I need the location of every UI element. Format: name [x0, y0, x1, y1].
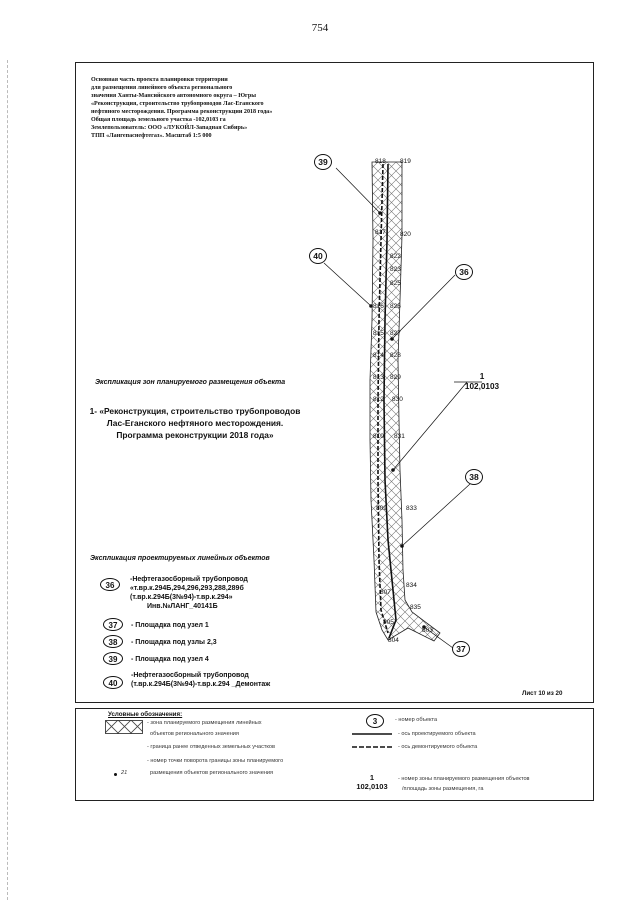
header-line: Основная часть проекта планировки территории	[91, 77, 228, 83]
point-label: 818	[375, 158, 386, 165]
legend-zone-text-right-2: /площадь зоны размещения, га	[402, 786, 484, 792]
point-label: 819	[400, 158, 411, 165]
object-number-badge: 39	[103, 652, 123, 665]
legend-zone-label	[350, 773, 394, 791]
zone-hatch-swatch	[105, 720, 143, 734]
legend-zone-text: - зона планируемого размещения линейных	[147, 720, 262, 726]
header-line: значения Ханты-Мансийского автономного округа – Югры	[91, 93, 256, 99]
point-label: 809	[376, 505, 387, 512]
callout-40: 40	[309, 248, 327, 264]
map-zone-area: 102,0103	[464, 382, 500, 391]
point-label: 830	[392, 396, 403, 403]
point-label: 827	[390, 330, 401, 337]
point-label: 828	[390, 352, 401, 359]
map-zone-label	[460, 372, 504, 392]
point-label: 807	[380, 589, 391, 596]
legend-zone-area: 102,0103	[356, 782, 388, 791]
point-marker-icon	[114, 773, 117, 776]
sheet-number: Лист 10 из 20	[522, 690, 563, 697]
object-line: -Нефтегазосборный трубопровод	[131, 672, 249, 679]
point-label: 833	[406, 505, 417, 512]
object-number-badge: 38	[103, 635, 123, 648]
callout-38: 38	[465, 469, 483, 485]
object-number-badge: 40	[103, 676, 123, 689]
header-line: ТПП «Лангепаснефтегаз». Масштаб 1:5 000	[91, 133, 212, 139]
map-zone-number: 1	[479, 372, 485, 381]
header-line: «Реконструкция, строительство трубопроводов Лас-Еганского	[91, 101, 264, 107]
point-label: 805	[383, 619, 394, 626]
object-number-badge: 36	[100, 578, 120, 591]
point-label: 814	[373, 352, 384, 359]
legend-point-text-2: размещения объектов регионального значения	[150, 770, 274, 776]
legend-axis-lines	[350, 728, 395, 752]
legend-object-number-badge: 3	[366, 714, 384, 728]
object-line: -Нефтегазосборный трубопровод	[130, 576, 248, 583]
object-line: (т.вр.к.294Б(3№94)-т.вр.к.294»	[130, 594, 233, 601]
point-label: 829	[390, 374, 401, 381]
point-label: 803	[422, 627, 433, 634]
point-label: 826	[390, 303, 401, 310]
point-label: 831	[394, 433, 405, 440]
callout-37: 37	[452, 641, 470, 657]
legend-title: Условные обозначения:	[108, 711, 183, 718]
header-line: Землепользователь: ООО «ЛУКОЙЛ-Западная Сибирь»	[91, 125, 248, 131]
point-label: 823	[390, 266, 401, 273]
object-line: (т.вр.к.294Б(3№94)-т.вр.к.294 _Демонтаж	[131, 681, 271, 688]
object-number-badge: 37	[103, 618, 123, 631]
point-label: 812	[373, 396, 384, 403]
object-39-description: - Площадка под узел 4	[131, 656, 209, 663]
object-40-description	[131, 671, 270, 689]
legend-point-example: 21	[121, 770, 128, 776]
legend-point-text: - номер точки поворота границы зоны планируемого	[147, 758, 284, 764]
point-label: 804	[388, 637, 399, 644]
callout-36: 36	[455, 264, 473, 280]
legend-zone-text-2: объектов регионального значения	[150, 731, 239, 737]
legend-boundary-text: - граница ранее отведенных земельных участков	[147, 744, 276, 750]
zones-explication-item: 1- «Реконструкция, строительство трубопроводов Лас-Еганского нефтяного месторождения. Программа реконструкции 2018 года»	[89, 406, 301, 440]
point-label: 835	[410, 604, 421, 611]
page-number: 754	[311, 22, 329, 34]
legend-zone-number: 1	[369, 773, 375, 782]
legend-demolish-axis-text: - ось демонтируемого объекта	[398, 744, 478, 750]
point-label: 813	[373, 374, 384, 381]
object-36-description	[130, 575, 248, 611]
point-label: 810	[373, 433, 384, 440]
object-37-description: - Площадка под узел 1	[131, 622, 209, 629]
objects-explication-title: Экспликация проектируемых линейных объектов	[90, 555, 270, 562]
point-label: 825	[390, 280, 401, 287]
point-label: 820	[400, 231, 411, 238]
zones-explication-title: Экспликация зон планируемого размещения объекта	[95, 379, 286, 386]
point-label: 817	[375, 229, 386, 236]
header-line: Общая площадь земельного участка -102,0103 га	[91, 117, 226, 123]
legend-project-axis-text: - ось проектируемого объекта	[398, 731, 476, 737]
object-line: Инв.№ЛАНГ_40141Б	[147, 603, 218, 610]
point-label: 815	[373, 330, 384, 337]
header-line: нефтяного месторождения. Программа реконструкции 2018 года»	[91, 109, 273, 115]
legend-zone-text-right: - номер зоны планируемого размещения объектов	[398, 776, 530, 782]
object-38-description: - Площадка под узлы 2,3	[131, 639, 217, 646]
point-label: 816	[373, 303, 384, 310]
object-line: «т.вр.к.294Б,294,296,293,288,289б	[130, 585, 244, 592]
header-line: для размещения линейного объекта регионального	[91, 85, 233, 91]
legend-object-number-text: - номер объекта	[395, 717, 438, 723]
point-label: 834	[406, 582, 417, 589]
callout-39: 39	[314, 154, 332, 170]
point-label: 822	[390, 253, 401, 260]
